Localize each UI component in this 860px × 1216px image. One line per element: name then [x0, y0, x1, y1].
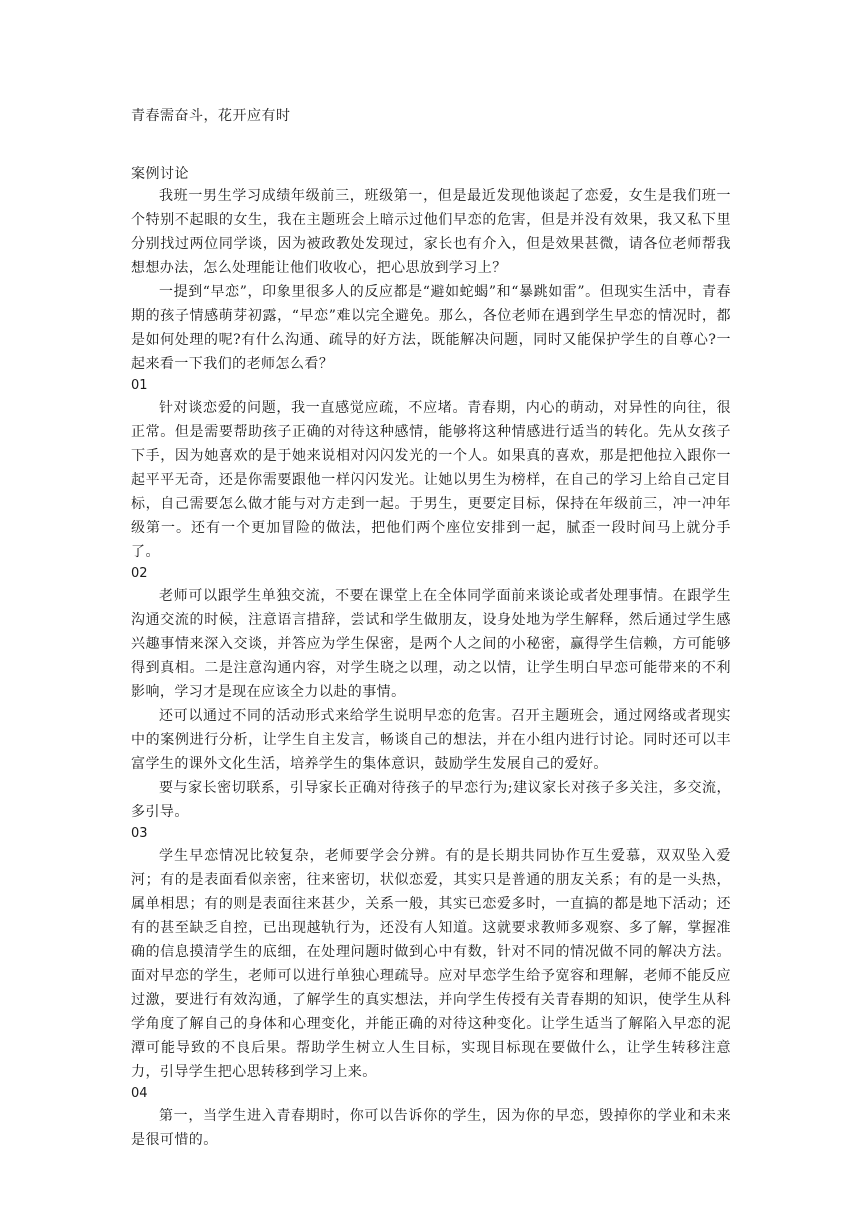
document-title: 青春需奋斗，花开应有时: [131, 108, 291, 124]
body-paragraph: 学生早恋情况比较复杂，老师要学会分辨。有的是长期共同协作互生爱慕，双双坠入爱河；有的是表面看似亲密，往来密切，状似恋爱，其实只是普通的朋友关系；有的是一头热，属单相思；有的则是表面往来甚少，关系一般，其实已恋爱多时，一直搞的都是地下活动；还有的甚至缺乏自控，已出现越轨行为，还没有人知道。这就要求教师多观察、多了解，掌握准确的信息摸清学生的底细，在处理问题时做到心中有数，针对不同的情况做不同的解决方法。面对早恋的学生，老师可以进行单独心理疏导。应对早恋学生给予宽容和理解，老师不能反应过激，要进行有效沟通，了解学生的真实想法，并向学生传授有关青春期的知识，使学生从科学角度了解自己的身体和心理变化，并能正确的对待这种变化。让学生适当了解陷入早恋的泥潭可能导致的不良后果。帮助学生树立人生目标，实现目标现在要做什么，让学生转移注意力，引导学生把心思转移到学习上来。: [131, 848, 731, 1080]
document-page: [131, 106, 731, 1152]
body-paragraph: 要与家长密切联系，引导家长正确对待孩子的早恋行为;建议家长对孩子多关注，多交流，多引导。: [131, 780, 731, 820]
section-number: 01: [131, 378, 148, 393]
section-number: 03: [131, 826, 148, 841]
intro-paragraph: 我班一男生学习成绩年级前三，班级第一，但是最近发现他谈起了恋爱，女生是我们班一个特别不起眼的女生，我在主题班会上暗示过他们早恋的危害，但是并没有效果，我又私下里分别找过两位同学谈，因为被政教处发现过，家长也有介入，但是效果甚微，请各位老师帮我想想办法，怎么处理能让他们收收心，把心思放到学习上？: [131, 188, 731, 276]
intro-paragraph: 一提到“早恋”，印象里很多人的反应都是“避如蛇蝎”和“暴跳如雷”。但现实生活中，青春期的孩子情感萌芽初露，“早恋”难以完全避免。那么，各位老师在遇到学生早恋的情况时，都是如何处理的呢?有什么沟通、疏导的好方法，既能解决问题，同时又能保护学生的自尊心?一起来看一下我们的老师怎么看？: [131, 284, 731, 372]
body-paragraph: 针对谈恋爱的问题，我一直感觉应疏，不应堵。青春期，内心的萌动，对异性的向往，很正常。但是需要帮助孩子正确的对待这种感情，能够将这种情感进行适当的转化。先从女孩子下手，因为她喜欢的是于她来说相对闪闪发光的一个人。如果真的喜欢，那是把他拉入跟你一起平平无奇，还是你需要跟他一样闪闪发光。让她以男生为榜样，在自己的学习上给自己定目标，自己需要怎么做才能与对方走到一起。于男生，更要定目标，保持在年级前三，冲一冲年级第一。还有一个更加冒险的做法，把他们两个座位安排到一起，腻歪一段时间马上就分手了。: [131, 400, 731, 560]
body-paragraph: 还可以通过不同的活动形式来给学生说明早恋的危害。召开主题班会，通过网络或者现实中的案例进行分析，让学生自主发言，畅谈自己的想法，并在小组内进行讨论。同时还可以丰富学生的课外文化生活，培养学生的集体意识，鼓励学生发展自己的爱好。: [131, 708, 731, 772]
body-paragraph: 第一，当学生进入青春期时，你可以告诉你的学生，因为你的早恋，毁掉你的学业和未来是很可惜的。: [131, 1108, 731, 1148]
section-number: 02: [131, 566, 148, 581]
section-number: 04: [131, 1086, 148, 1101]
section-label: 案例讨论: [131, 166, 189, 182]
body-paragraph: 老师可以跟学生单独交流，不要在课堂上在全体同学面前来谈论或者处理事情。在跟学生沟通交流的时候，注意语言措辞，尝试和学生做朋友，设身处地为学生解释，然后通过学生感兴趣事情来深入交谈，并答应为学生保密，是两个人之间的小秘密，赢得学生信赖，方可能够得到真相。二是注意沟通内容，对学生晓之以理，动之以情，让学生明白早恋可能带来的不利影响，学习才是现在应该全力以赴的事情。: [131, 588, 731, 700]
